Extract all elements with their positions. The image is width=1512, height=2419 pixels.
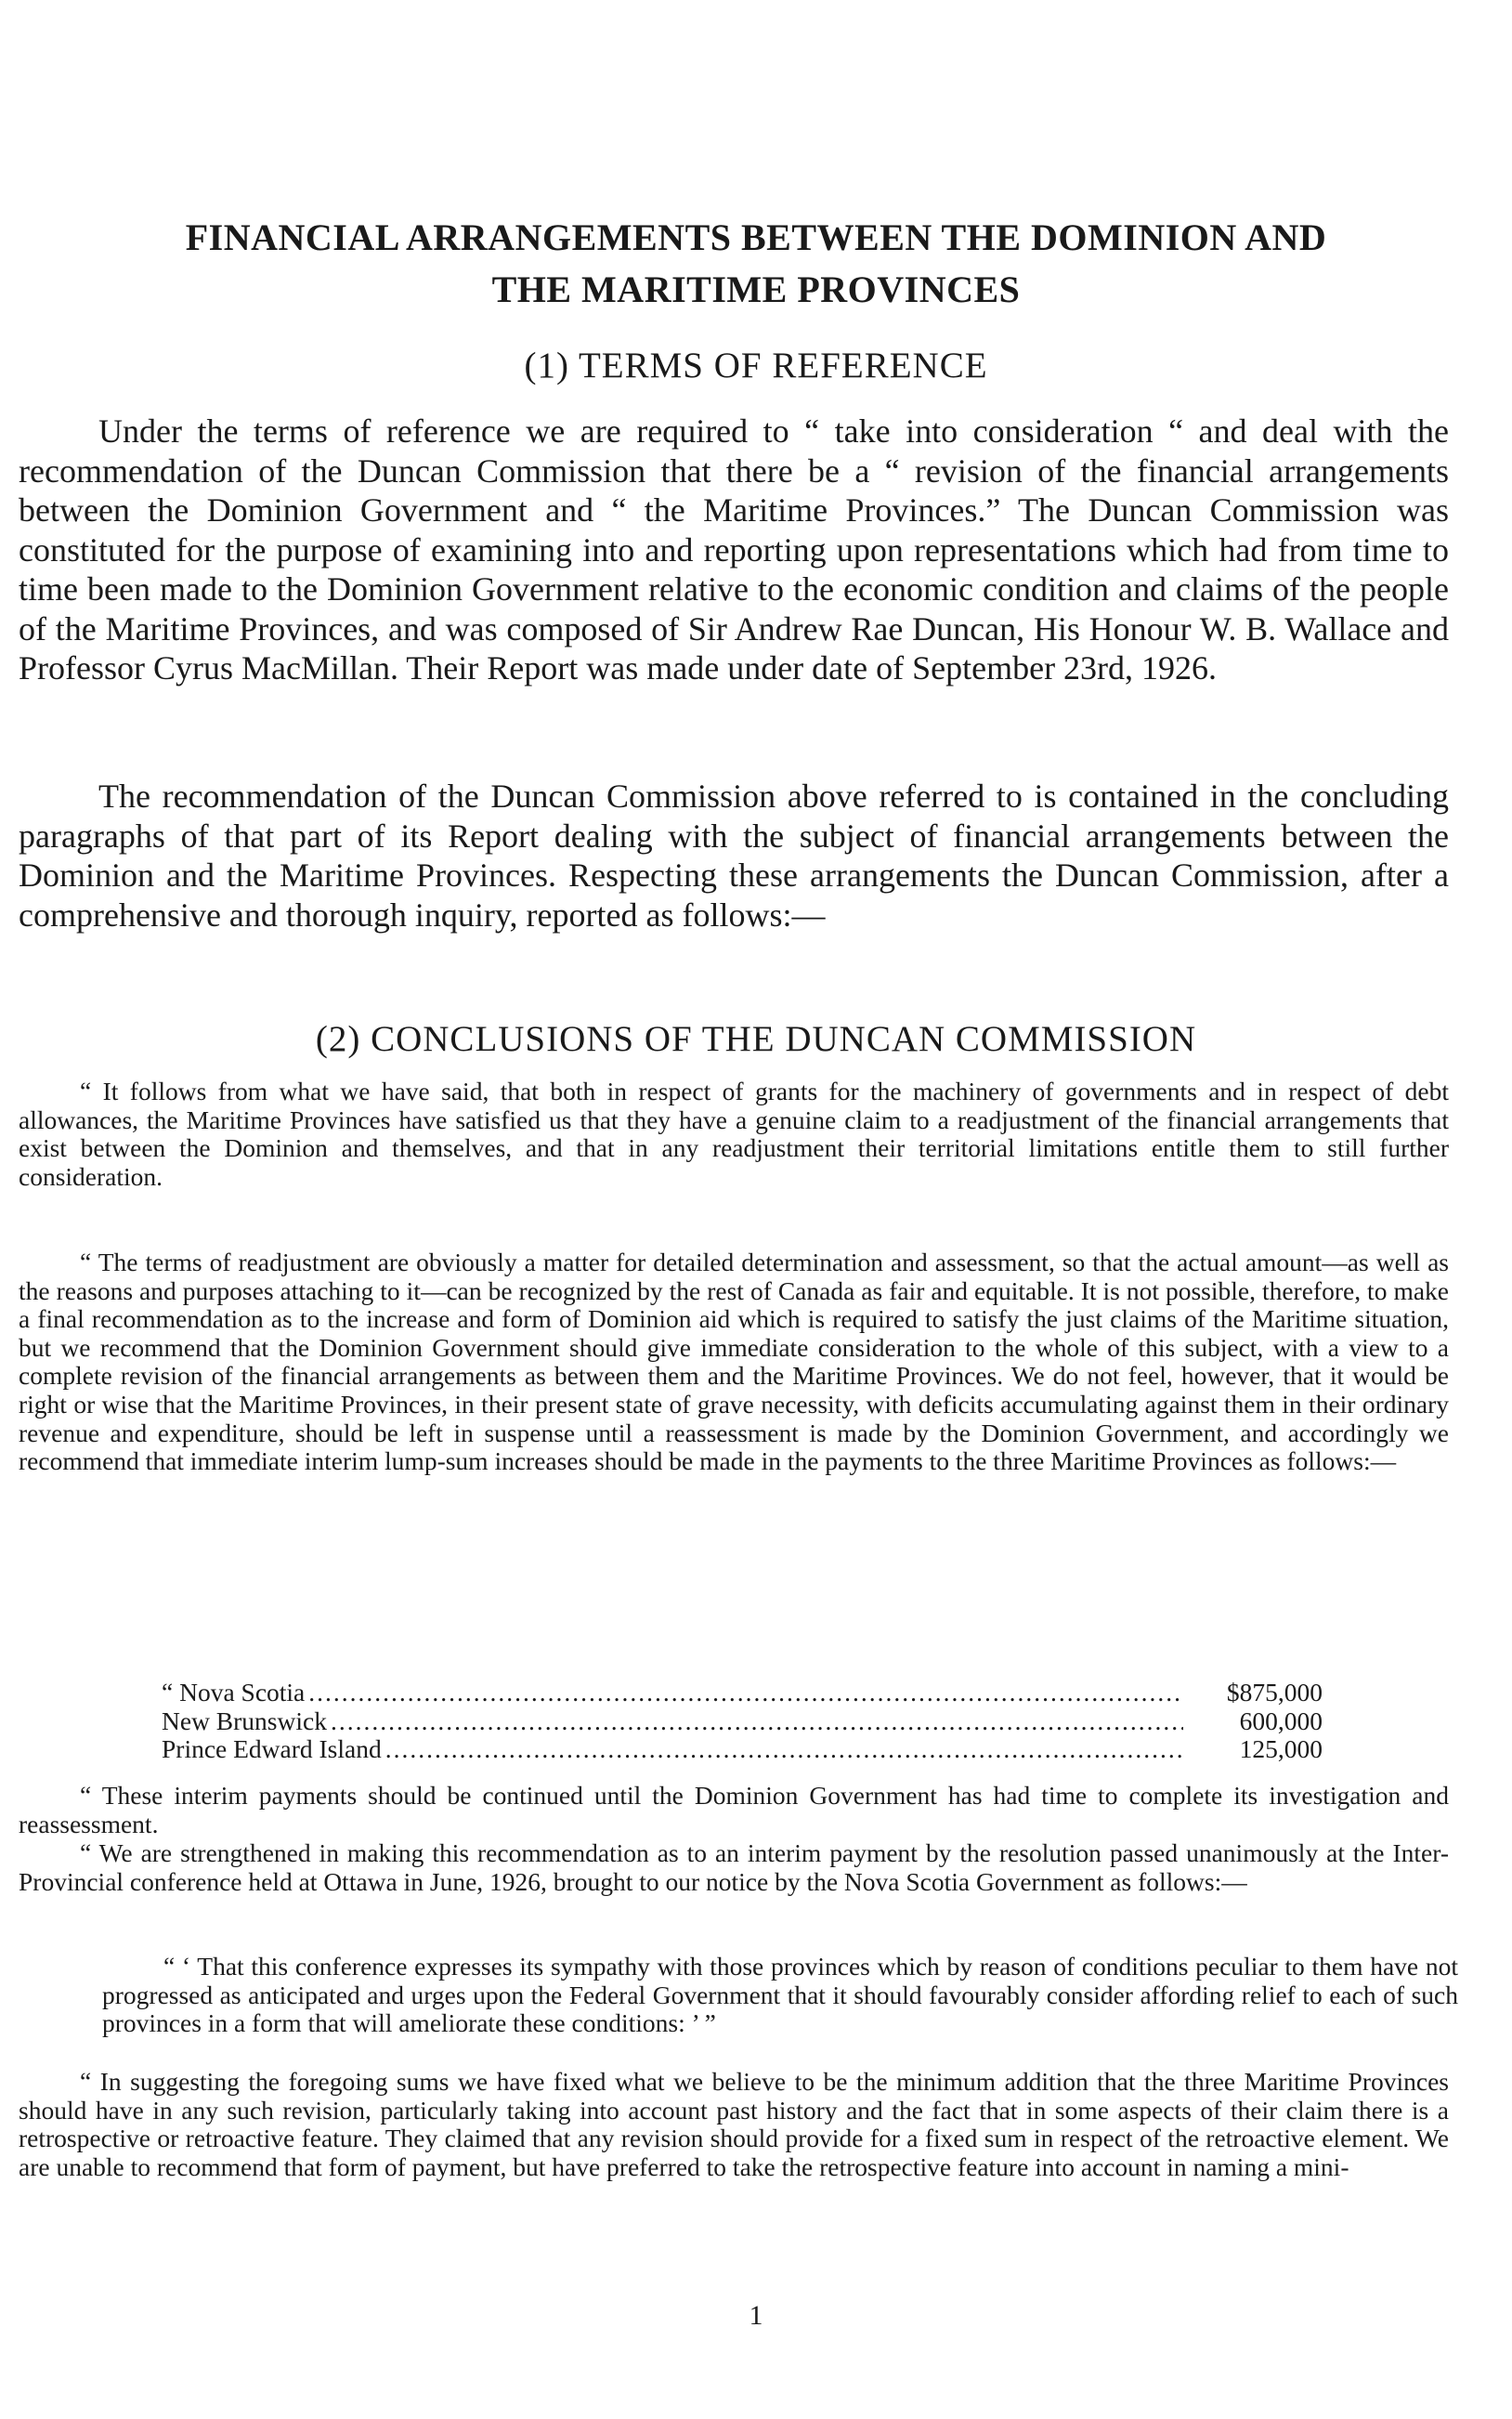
payments-table — [162, 1679, 1323, 1764]
payment-row — [162, 1707, 1323, 1736]
province-name: “ Nova Scotia — [162, 1678, 306, 1706]
payment-amount: 125,000 — [1239, 1734, 1323, 1763]
quote-conference-resolution: “ ‘ That this conference expresses its sympathy with those provinces which by reason of conditions peculiar to them have not progressed as anticipated and urges upon the Federal Government that it should favourably consider affording relief to each of such provinces in a form that will ameliorate these conditions: ’ ” — [102, 1952, 1458, 2038]
section-heading-conclusions: (2) CONCLUSIONS OF THE DUNCAN COMMISSION — [315, 1019, 1197, 1059]
quote-paragraph-3: “ These interim payments should be continued until the Dominion Government has had time to complete its investigation and reassessment. — [19, 1781, 1449, 1838]
section-heading-terms-of-reference: (1) TERMS OF REFERENCE — [524, 346, 988, 386]
title-line-2: THE MARITIME PROVINCES — [491, 268, 1021, 310]
leader-dots — [327, 1707, 1183, 1736]
quote-paragraph-6: “ In suggesting the foregoing sums we have fixed what we believe to be the minimum addition that the three Maritime Provinces should have in any such revision, particularly taking into account past history and the fact that in some aspects of their claim there is a retrospective or retroactive feature. They claimed that any revision should provide for a fixed sum in respect of the retroactive element. We are unable to recommend that form of payment, but have preferred to take the retrospective feature into account in naming a mini- — [19, 2067, 1449, 2181]
payment-row — [162, 1679, 1323, 1707]
page-number: 1 — [749, 2300, 763, 2331]
leader-dots — [382, 1735, 1183, 1764]
quote-paragraph-2: “ The terms of readjustment are obviously a matter for detailed determination and assessment, so that the actual amount—as well as the reasons and purposes attaching to it—can be recognized by the rest of Canada as fair and equitable. It is not possible, therefore, to make a final recommendation as to the increase and form of Dominion aid which is required to satisfy the just claims of the Maritime situation, but we recommend that the Dominion Government should give immediate consideration to the whole of this subject, with a view to a complete revision of the financial arrangements as between them and the Maritime Provinces. We do not feel, however, that it would be right or wise that the Maritime Provinces, in their present state of grave necessity, with deficits accumulating against them in their ordinary revenue and expenditure, should be left in suspense until a reassessment is made by the Dominion Government, and accordingly we recommend that immediate interim lump-sum increases should be made in the payments to the three Maritime Provinces as follows:— — [19, 1248, 1449, 1476]
paragraph-duncan-recommendation: The recommendation of the Duncan Commission above referred to is contained in the concluding paragraphs of that part of its Report dealing with the subject of financial arrangements between the Dominion and the Maritime Provinces. Respecting these arrangements the Duncan Commission, after a comprehensive and thorough inquiry, reported as follows:— — [19, 778, 1449, 934]
quote-paragraph-1: “ It follows from what we have said, that both in respect of grants for the machinery of governments and in respect of debt allowances, the Maritime Provinces have satisfied us that they have a genuine claim to a readjustment of the financial arrangements that exist between the Dominion and themselves, and that in any readjustment their territorial limitations entitle them to still further consideration. — [19, 1077, 1449, 1191]
leader-dots — [305, 1679, 1183, 1707]
payment-amount: $875,000 — [1226, 1678, 1323, 1706]
payment-amount: 600,000 — [1239, 1706, 1323, 1735]
province-name: New Brunswick — [162, 1706, 327, 1735]
quote-paragraph-4: “ We are strengthened in making this recommendation as to an interim payment by the resolution passed unanimously at the Inter-Provincial conference held at Ottawa in June, 1926, brought to our notice by the Nova Scotia Government as follows:— — [19, 1838, 1449, 1896]
paragraph-terms-of-reference: Under the terms of reference we are required to “ take into consideration “ and deal with the recommendation of the Duncan Commission that there be a “ revision of the financial arrangements between the Dominion Government and “ the Maritime Provinces.” The Duncan Commission was constituted for the purpose of examining into and reporting upon representations which had from time to time been made to the Dominion Government relative to the economic condition and claims of the people of the Maritime Provinces, and was composed of Sir Andrew Rae Duncan, His Honour W. B. Wallace and Professor Cyrus MacMillan. Their Report was made under date of September 23rd, 1926. — [19, 412, 1449, 686]
payment-row — [162, 1735, 1323, 1764]
title-line-1: FINANCIAL ARRANGEMENTS BETWEEN THE DOMINION AND — [185, 216, 1327, 258]
province-name: Prince Edward Island — [162, 1734, 382, 1763]
document-title — [56, 212, 1456, 316]
